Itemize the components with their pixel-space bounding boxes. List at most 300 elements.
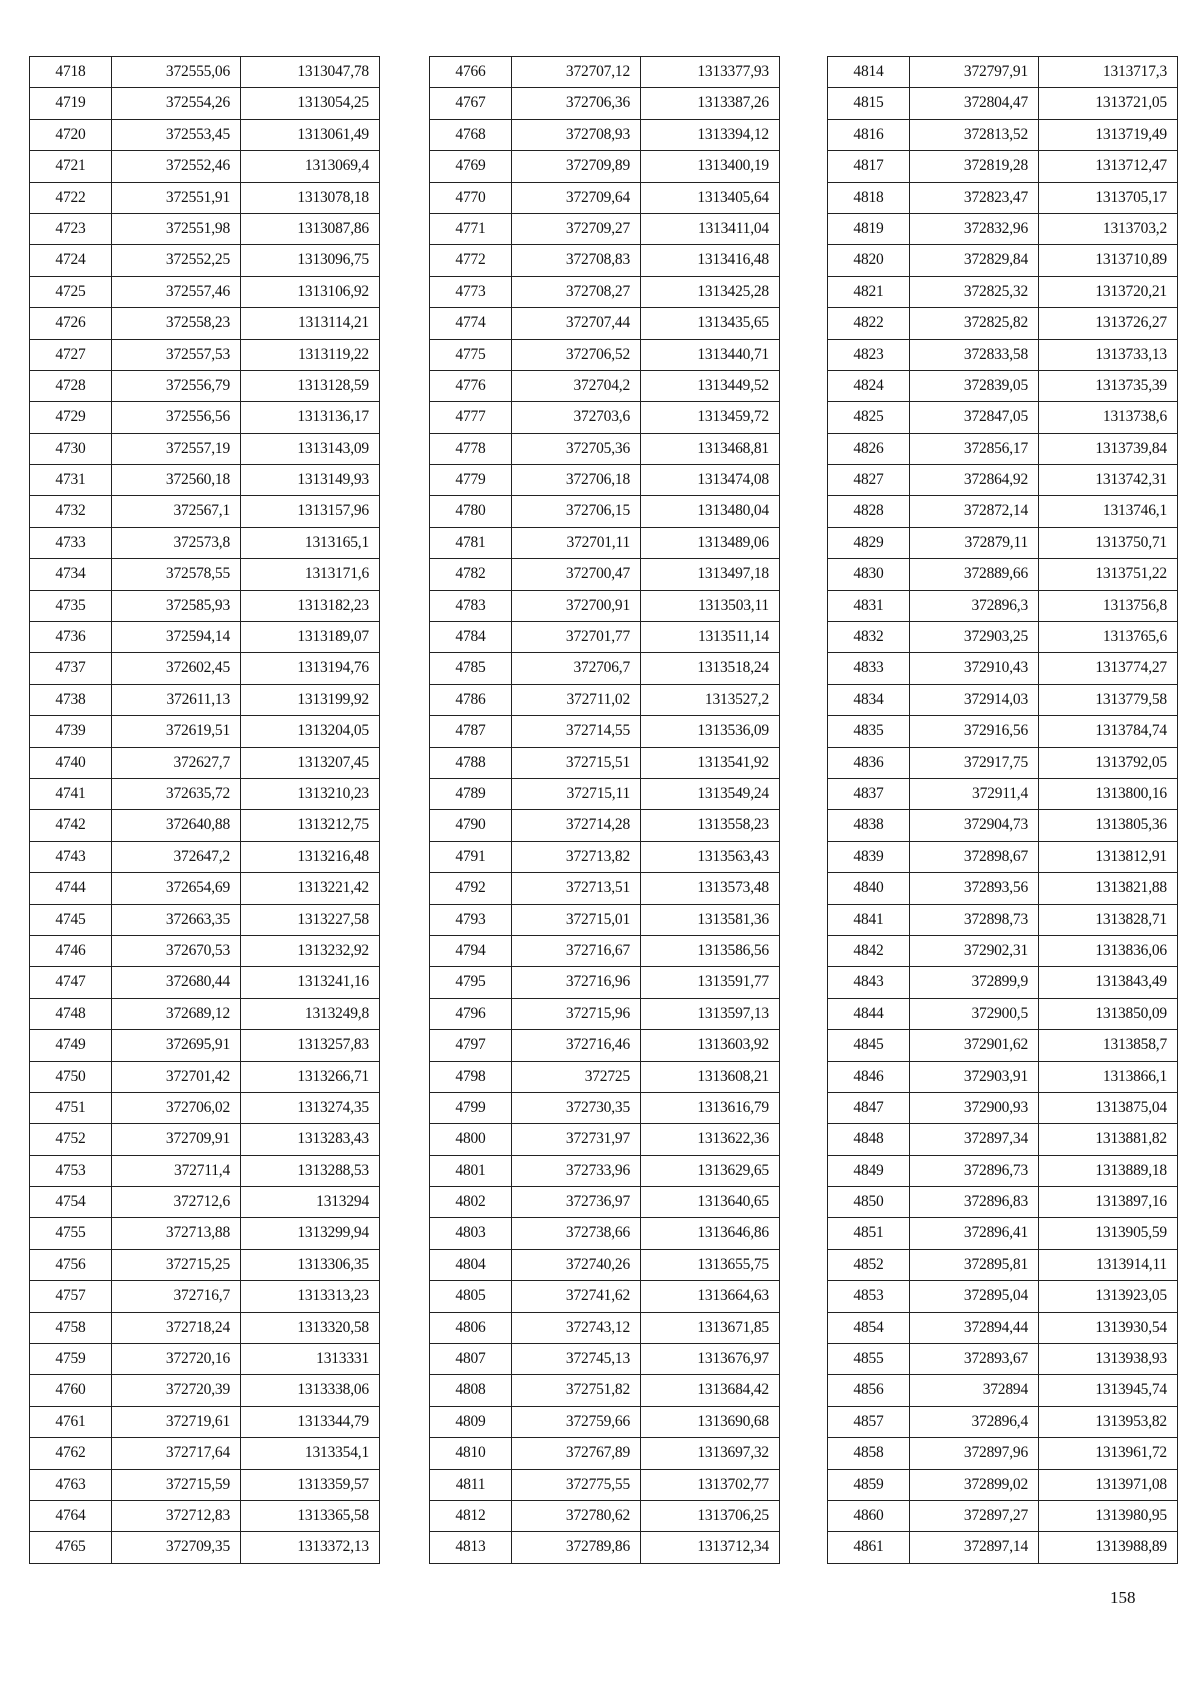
- x-coordinate-cell: 372695,91: [112, 1030, 241, 1060]
- x-coordinate-cell: 372896,3: [910, 591, 1039, 621]
- y-coordinate-cell: 1313474,08: [697, 471, 769, 489]
- table-row: [828, 1375, 1177, 1406]
- point-number-cell: 4764: [30, 1501, 112, 1531]
- x-coordinate-cell: 372713,88: [112, 1218, 241, 1248]
- table-row: [828, 810, 1177, 841]
- y-coordinate-cell: 1313136,17: [297, 408, 369, 426]
- y-coordinate-cell: 1313726,27: [1095, 314, 1167, 332]
- table-row: [828, 685, 1177, 716]
- x-coordinate-cell: 372716,67: [512, 936, 641, 966]
- y-coordinate-cell: 1313738,6: [1102, 408, 1167, 426]
- point-number-cell: 4723: [30, 214, 112, 244]
- table-row: [828, 1030, 1177, 1061]
- x-coordinate-cell: 372898,67: [910, 842, 1039, 872]
- point-number-cell: 4852: [828, 1250, 910, 1280]
- table-row: [828, 559, 1177, 590]
- table-row: [828, 999, 1177, 1030]
- x-coordinate-cell: 372716,46: [512, 1030, 641, 1060]
- table-row: [828, 120, 1177, 151]
- x-coordinate-cell: 372879,11: [910, 528, 1039, 558]
- y-coordinate-cell: 1313165,1: [304, 533, 369, 551]
- table-row: [828, 716, 1177, 747]
- y-coordinate-cell: 1313199,92: [297, 690, 369, 708]
- y-coordinate-cell: 1313756,8: [1102, 596, 1167, 614]
- x-coordinate-cell: 372730,35: [512, 1093, 641, 1123]
- point-number-cell: 4809: [430, 1407, 512, 1437]
- point-number-cell: 4760: [30, 1375, 112, 1405]
- x-coordinate-cell: 372911,4: [910, 779, 1039, 809]
- y-coordinate-cell: 1313684,42: [697, 1381, 769, 1399]
- y-coordinate-cell: 1313061,49: [297, 125, 369, 143]
- point-number-cell: 4757: [30, 1281, 112, 1311]
- x-coordinate-cell: 372825,32: [910, 277, 1039, 307]
- y-coordinate-cell: 1313054,25: [297, 94, 369, 112]
- table-row: [828, 1313, 1177, 1344]
- table-row: [30, 151, 379, 182]
- y-coordinate-cell: 1313114,21: [297, 314, 369, 332]
- y-coordinate-cell: 1313182,23: [297, 596, 369, 614]
- x-coordinate-cell: 372627,7: [112, 748, 241, 778]
- x-coordinate-cell: 372872,14: [910, 496, 1039, 526]
- table-row: [828, 1062, 1177, 1093]
- point-number-cell: 4812: [430, 1501, 512, 1531]
- point-number-cell: 4742: [30, 810, 112, 840]
- y-coordinate-cell: 1313207,45: [297, 753, 369, 771]
- y-coordinate-cell: 1313930,54: [1095, 1318, 1167, 1336]
- point-number-cell: 4784: [430, 622, 512, 652]
- x-coordinate-cell: 372917,75: [910, 748, 1039, 778]
- point-number-cell: 4743: [30, 842, 112, 872]
- y-coordinate-cell: 1313365,58: [297, 1506, 369, 1524]
- x-coordinate-cell: 372556,56: [112, 402, 241, 432]
- x-coordinate-cell: 372733,96: [512, 1156, 641, 1186]
- x-coordinate-cell: 372708,93: [512, 120, 641, 150]
- x-coordinate-cell: 372767,89: [512, 1438, 641, 1468]
- table-row: [430, 1156, 779, 1187]
- point-number-cell: 4762: [30, 1438, 112, 1468]
- y-coordinate-cell: 1313821,88: [1095, 879, 1167, 897]
- x-coordinate-cell: 372715,59: [112, 1470, 241, 1500]
- table-row: [30, 716, 379, 747]
- table-row: [828, 402, 1177, 433]
- y-coordinate-cell: 1313702,77: [697, 1475, 769, 1493]
- table-row: [828, 1532, 1177, 1562]
- x-coordinate-cell: 372708,83: [512, 245, 641, 275]
- table-row: [30, 402, 379, 433]
- x-coordinate-cell: 372847,05: [910, 402, 1039, 432]
- y-coordinate-cell: 1313953,82: [1095, 1412, 1167, 1430]
- y-coordinate-cell: 1313497,18: [697, 565, 769, 583]
- y-coordinate-cell: 1313489,06: [697, 533, 769, 551]
- x-coordinate-cell: 372903,25: [910, 622, 1039, 652]
- point-number-cell: 4825: [828, 402, 910, 432]
- y-coordinate-cell: 1313416,48: [697, 251, 769, 269]
- point-number-cell: 4728: [30, 371, 112, 401]
- y-coordinate-cell: 1313106,92: [297, 282, 369, 300]
- x-coordinate-cell: 372719,61: [112, 1407, 241, 1437]
- point-number-cell: 4731: [30, 465, 112, 495]
- point-number-cell: 4858: [828, 1438, 910, 1468]
- y-coordinate-cell: 1313210,23: [297, 784, 369, 802]
- y-coordinate-cell: 1313742,31: [1095, 471, 1167, 489]
- table-row: [430, 371, 779, 402]
- table-row: [30, 1187, 379, 1218]
- y-coordinate-cell: 1313655,75: [697, 1255, 769, 1273]
- y-coordinate-cell: 1313435,65: [697, 314, 769, 332]
- point-number-cell: 4806: [430, 1313, 512, 1343]
- table-row: [828, 1281, 1177, 1312]
- table-row: [30, 905, 379, 936]
- point-number-cell: 4794: [430, 936, 512, 966]
- y-coordinate-cell: 1313800,16: [1095, 784, 1167, 802]
- y-coordinate-cell: 1313616,79: [697, 1098, 769, 1116]
- y-coordinate-cell: 1313299,94: [297, 1224, 369, 1242]
- table-row: [30, 622, 379, 653]
- y-coordinate-cell: 1313306,35: [297, 1255, 369, 1273]
- x-coordinate-cell: 372914,03: [910, 685, 1039, 715]
- table-row: [30, 1375, 379, 1406]
- point-number-cell: 4730: [30, 434, 112, 464]
- x-coordinate-cell: 372554,26: [112, 88, 241, 118]
- y-coordinate-cell: 1313608,21: [697, 1067, 769, 1085]
- table-row: [828, 151, 1177, 182]
- table-row: [828, 1156, 1177, 1187]
- point-number-cell: 4819: [828, 214, 910, 244]
- y-coordinate-cell: 1313705,17: [1095, 188, 1167, 206]
- point-number-cell: 4766: [430, 57, 512, 87]
- x-coordinate-cell: 372895,04: [910, 1281, 1039, 1311]
- y-coordinate-cell: 1313511,14: [697, 628, 769, 646]
- x-coordinate-cell: 372725: [512, 1062, 641, 1092]
- x-coordinate-cell: 372839,05: [910, 371, 1039, 401]
- y-coordinate-cell: 1313377,93: [697, 63, 769, 80]
- y-coordinate-cell: 1313558,23: [697, 816, 769, 834]
- x-coordinate-cell: 372759,66: [512, 1407, 641, 1437]
- x-coordinate-cell: 372611,13: [112, 685, 241, 715]
- x-coordinate-cell: 372715,51: [512, 748, 641, 778]
- x-coordinate-cell: 372709,64: [512, 183, 641, 213]
- table-row: [430, 1438, 779, 1469]
- x-coordinate-cell: 372704,2: [512, 371, 641, 401]
- x-coordinate-cell: 372602,45: [112, 653, 241, 683]
- x-coordinate-cell: 372706,36: [512, 88, 641, 118]
- y-coordinate-cell: 1313372,13: [297, 1538, 369, 1556]
- y-coordinate-cell: 1313221,42: [297, 879, 369, 897]
- x-coordinate-cell: 372745,13: [512, 1344, 641, 1374]
- table-row: [30, 653, 379, 684]
- point-number-cell: 4829: [828, 528, 910, 558]
- y-coordinate-cell: 1313143,09: [297, 439, 369, 457]
- table-row: [828, 434, 1177, 465]
- table-row: [430, 1344, 779, 1375]
- x-coordinate-cell: 372551,98: [112, 214, 241, 244]
- point-number-cell: 4756: [30, 1250, 112, 1280]
- y-coordinate-cell: 1313331: [316, 1350, 369, 1368]
- point-number-cell: 4727: [30, 340, 112, 370]
- point-number-cell: 4736: [30, 622, 112, 652]
- x-coordinate-cell: 372709,89: [512, 151, 641, 181]
- point-number-cell: 4792: [430, 873, 512, 903]
- table-row: [430, 622, 779, 653]
- point-number-cell: 4746: [30, 936, 112, 966]
- x-coordinate-cell: 372670,53: [112, 936, 241, 966]
- point-number-cell: 4860: [828, 1501, 910, 1531]
- x-coordinate-cell: 372899,02: [910, 1470, 1039, 1500]
- x-coordinate-cell: 372797,91: [910, 57, 1039, 87]
- y-coordinate-cell: 1313733,13: [1095, 345, 1167, 363]
- point-number-cell: 4789: [430, 779, 512, 809]
- point-number-cell: 4821: [828, 277, 910, 307]
- table-row: [828, 748, 1177, 779]
- y-coordinate-cell: 1313889,18: [1095, 1161, 1167, 1179]
- point-number-cell: 4859: [828, 1470, 910, 1500]
- y-coordinate-cell: 1313676,97: [697, 1350, 769, 1368]
- table-row: [30, 842, 379, 873]
- table-row: [430, 748, 779, 779]
- table-row: [430, 1532, 779, 1562]
- table-row: [828, 1187, 1177, 1218]
- table-row: [430, 653, 779, 684]
- point-number-cell: 4811: [430, 1470, 512, 1500]
- table-row: [430, 936, 779, 967]
- point-number-cell: 4753: [30, 1156, 112, 1186]
- x-coordinate-cell: 372553,45: [112, 120, 241, 150]
- table-row: [30, 528, 379, 559]
- y-coordinate-cell: 1313069,4: [304, 157, 369, 175]
- x-coordinate-cell: 372716,7: [112, 1281, 241, 1311]
- y-coordinate-cell: 1313440,71: [697, 345, 769, 363]
- x-coordinate-cell: 372896,73: [910, 1156, 1039, 1186]
- y-coordinate-cell: 1313664,63: [697, 1287, 769, 1305]
- table-row: [828, 245, 1177, 276]
- table-row: [828, 967, 1177, 998]
- table-row: [30, 748, 379, 779]
- x-coordinate-cell: 372895,81: [910, 1250, 1039, 1280]
- point-number-cell: 4775: [430, 340, 512, 370]
- y-coordinate-cell: 1313387,26: [697, 94, 769, 112]
- table-row: [430, 402, 779, 433]
- y-coordinate-cell: 1313503,11: [697, 596, 769, 614]
- x-coordinate-cell: 372901,62: [910, 1030, 1039, 1060]
- point-number-cell: 4838: [828, 810, 910, 840]
- y-coordinate-cell: 1313850,09: [1095, 1004, 1167, 1022]
- y-coordinate-cell: 1313712,47: [1095, 157, 1167, 175]
- point-number-cell: 4732: [30, 496, 112, 526]
- point-number-cell: 4785: [430, 653, 512, 683]
- point-number-cell: 4803: [430, 1218, 512, 1248]
- table-row: [828, 622, 1177, 653]
- point-number-cell: 4817: [828, 151, 910, 181]
- point-number-cell: 4773: [430, 277, 512, 307]
- y-coordinate-cell: 1313394,12: [697, 125, 769, 143]
- y-coordinate-cell: 1313750,71: [1095, 533, 1167, 551]
- point-number-cell: 4754: [30, 1187, 112, 1217]
- y-coordinate-cell: 1313792,05: [1095, 753, 1167, 771]
- y-coordinate-cell: 1313629,65: [697, 1161, 769, 1179]
- x-coordinate-cell: 372896,41: [910, 1218, 1039, 1248]
- x-coordinate-cell: 372706,15: [512, 496, 641, 526]
- x-coordinate-cell: 372900,93: [910, 1093, 1039, 1123]
- y-coordinate-cell: 1313119,22: [297, 345, 369, 363]
- point-number-cell: 4831: [828, 591, 910, 621]
- point-number-cell: 4830: [828, 559, 910, 589]
- y-coordinate-cell: 1313914,11: [1095, 1255, 1167, 1273]
- table-row: [430, 434, 779, 465]
- point-number-cell: 4744: [30, 873, 112, 903]
- table-row: [30, 559, 379, 590]
- x-coordinate-cell: 372707,44: [512, 308, 641, 338]
- table-row: [430, 214, 779, 245]
- point-number-cell: 4849: [828, 1156, 910, 1186]
- point-number-cell: 4804: [430, 1250, 512, 1280]
- y-coordinate-cell: 1313283,43: [297, 1130, 369, 1148]
- x-coordinate-cell: 372551,91: [112, 183, 241, 213]
- y-coordinate-cell: 1313171,6: [304, 565, 369, 583]
- table-row: [828, 308, 1177, 339]
- point-number-cell: 4737: [30, 653, 112, 683]
- table-row: [430, 1093, 779, 1124]
- y-coordinate-cell: 1313719,49: [1095, 125, 1167, 143]
- y-coordinate-cell: 1313344,79: [297, 1412, 369, 1430]
- point-number-cell: 4824: [828, 371, 910, 401]
- point-number-cell: 4758: [30, 1313, 112, 1343]
- y-coordinate-cell: 1313266,71: [297, 1067, 369, 1085]
- point-number-cell: 4751: [30, 1093, 112, 1123]
- x-coordinate-cell: 372552,25: [112, 245, 241, 275]
- x-coordinate-cell: 372709,35: [112, 1532, 241, 1562]
- table-row: [30, 1250, 379, 1281]
- y-coordinate-cell: 1313622,36: [697, 1130, 769, 1148]
- y-coordinate-cell: 1313212,75: [297, 816, 369, 834]
- x-coordinate-cell: 372789,86: [512, 1532, 641, 1562]
- table-row: [30, 1062, 379, 1093]
- y-coordinate-cell: 1313216,48: [297, 847, 369, 865]
- point-number-cell: 4832: [828, 622, 910, 652]
- x-coordinate-cell: 372894,44: [910, 1313, 1039, 1343]
- y-coordinate-cell: 1313735,39: [1095, 376, 1167, 394]
- table-row: [30, 1093, 379, 1124]
- table-row: [30, 340, 379, 371]
- table-row: [430, 1124, 779, 1155]
- table-row: [430, 873, 779, 904]
- point-number-cell: 4823: [828, 340, 910, 370]
- y-coordinate-cell: 1313480,04: [697, 502, 769, 520]
- table-row: [828, 1344, 1177, 1375]
- point-number-cell: 4801: [430, 1156, 512, 1186]
- x-coordinate-cell: 372560,18: [112, 465, 241, 495]
- x-coordinate-cell: 372896,4: [910, 1407, 1039, 1437]
- coordinate-table-3: [827, 56, 1178, 1564]
- y-coordinate-cell: 1313087,86: [297, 219, 369, 237]
- point-number-cell: 4836: [828, 748, 910, 778]
- point-number-cell: 4847: [828, 1093, 910, 1123]
- y-coordinate-cell: 1313294: [316, 1193, 369, 1211]
- x-coordinate-cell: 372715,01: [512, 905, 641, 935]
- x-coordinate-cell: 372897,27: [910, 1501, 1039, 1531]
- point-number-cell: 4841: [828, 905, 910, 935]
- point-number-cell: 4765: [30, 1532, 112, 1562]
- y-coordinate-cell: 1313518,24: [697, 659, 769, 677]
- y-coordinate-cell: 1313549,24: [697, 784, 769, 802]
- y-coordinate-cell: 1313425,28: [697, 282, 769, 300]
- table-row: [828, 842, 1177, 873]
- y-coordinate-cell: 1313128,59: [297, 376, 369, 394]
- table-row: [30, 810, 379, 841]
- y-coordinate-cell: 1313288,53: [297, 1161, 369, 1179]
- table-row: [828, 465, 1177, 496]
- x-coordinate-cell: 372556,79: [112, 371, 241, 401]
- point-number-cell: 4828: [828, 496, 910, 526]
- x-coordinate-cell: 372701,77: [512, 622, 641, 652]
- table-row: [30, 183, 379, 214]
- point-number-cell: 4844: [828, 999, 910, 1029]
- x-coordinate-cell: 372706,7: [512, 653, 641, 683]
- point-number-cell: 4788: [430, 748, 512, 778]
- y-coordinate-cell: 1313591,77: [697, 973, 769, 991]
- table-row: [30, 1124, 379, 1155]
- table-row: [30, 277, 379, 308]
- point-number-cell: 4790: [430, 810, 512, 840]
- x-coordinate-cell: 372701,42: [112, 1062, 241, 1092]
- y-coordinate-cell: 1313765,6: [1102, 628, 1167, 646]
- x-coordinate-cell: 372736,97: [512, 1187, 641, 1217]
- y-coordinate-cell: 1313241,16: [297, 973, 369, 991]
- point-number-cell: 4750: [30, 1062, 112, 1092]
- point-number-cell: 4729: [30, 402, 112, 432]
- x-coordinate-cell: 372899,9: [910, 967, 1039, 997]
- x-coordinate-cell: 372893,67: [910, 1344, 1039, 1374]
- point-number-cell: 4783: [430, 591, 512, 621]
- x-coordinate-cell: 372893,56: [910, 873, 1039, 903]
- point-number-cell: 4842: [828, 936, 910, 966]
- y-coordinate-cell: 1313411,04: [697, 219, 769, 237]
- table-row: [30, 245, 379, 276]
- point-number-cell: 4739: [30, 716, 112, 746]
- point-number-cell: 4776: [430, 371, 512, 401]
- y-coordinate-cell: 1313971,08: [1095, 1475, 1167, 1493]
- table-row: [828, 1093, 1177, 1124]
- x-coordinate-cell: 372709,27: [512, 214, 641, 244]
- point-number-cell: 4802: [430, 1187, 512, 1217]
- x-coordinate-cell: 372889,66: [910, 559, 1039, 589]
- point-number-cell: 4749: [30, 1030, 112, 1060]
- point-number-cell: 4735: [30, 591, 112, 621]
- table-row: [30, 1501, 379, 1532]
- x-coordinate-cell: 372708,27: [512, 277, 641, 307]
- y-coordinate-cell: 1313923,05: [1095, 1287, 1167, 1305]
- y-coordinate-cell: 1313320,58: [297, 1318, 369, 1336]
- point-number-cell: 4767: [430, 88, 512, 118]
- table-row: [30, 999, 379, 1030]
- x-coordinate-cell: 372706,02: [112, 1093, 241, 1123]
- point-number-cell: 4834: [828, 685, 910, 715]
- table-row: [828, 88, 1177, 119]
- y-coordinate-cell: 1313527,2: [704, 690, 769, 708]
- table-row: [430, 1407, 779, 1438]
- point-number-cell: 4770: [430, 183, 512, 213]
- x-coordinate-cell: 372716,96: [512, 967, 641, 997]
- coordinate-table-1: [29, 56, 380, 1564]
- point-number-cell: 4791: [430, 842, 512, 872]
- point-number-cell: 4761: [30, 1407, 112, 1437]
- x-coordinate-cell: 372897,34: [910, 1124, 1039, 1154]
- table-row: [828, 277, 1177, 308]
- point-number-cell: 4835: [828, 716, 910, 746]
- y-coordinate-cell: 1313739,84: [1095, 439, 1167, 457]
- point-number-cell: 4840: [828, 873, 910, 903]
- table-row: [30, 308, 379, 339]
- coordinate-table-2: [429, 56, 780, 1564]
